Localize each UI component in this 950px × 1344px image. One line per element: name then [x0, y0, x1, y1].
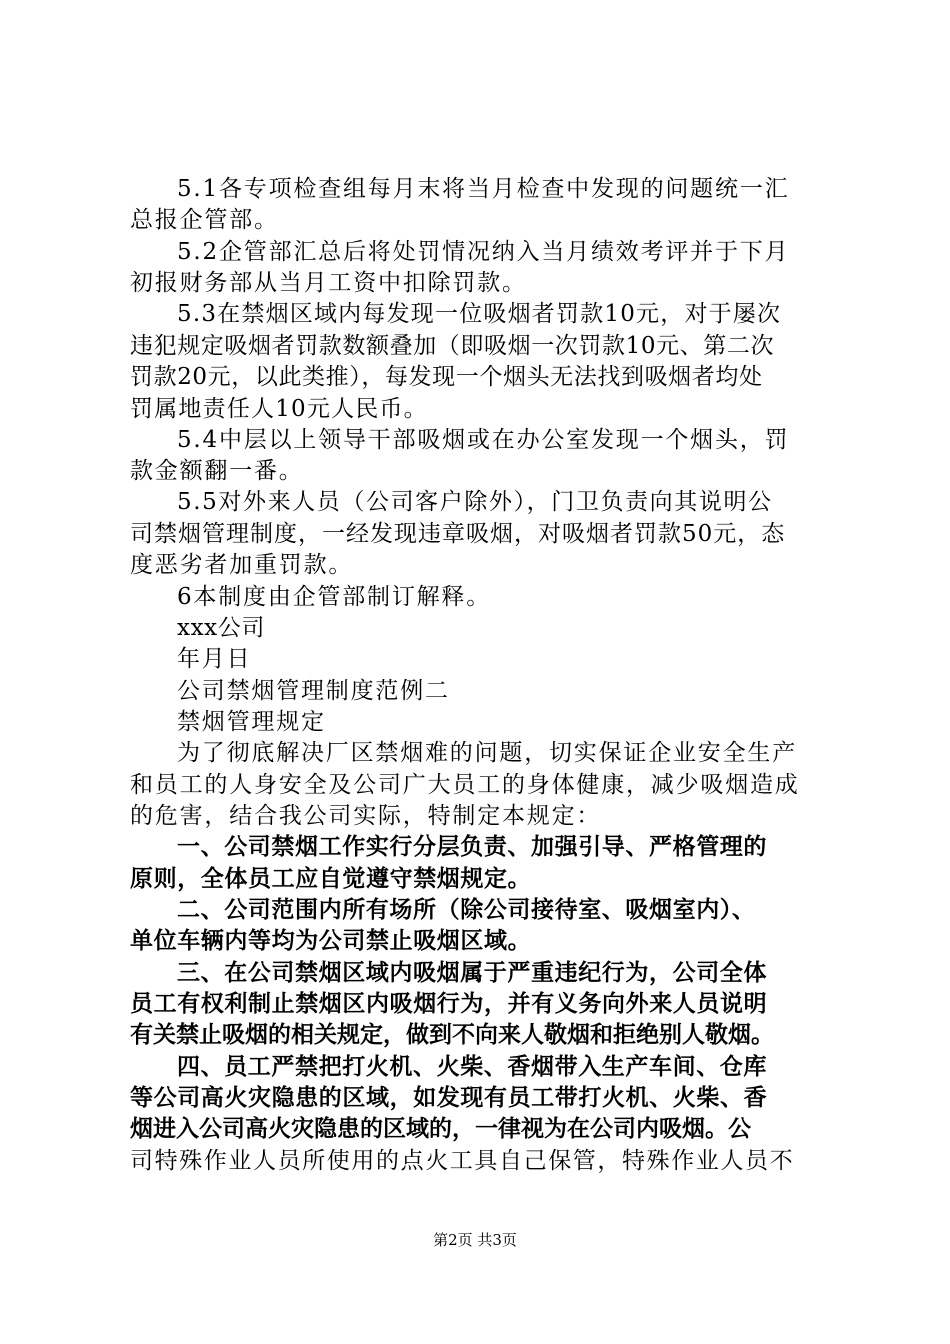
text-line: 等公司高火灾隐患的区域，如发现有员工带打火机、火柴、香: [130, 1085, 768, 1111]
text-line: 5.5对外来人员（公司客户除外），门卫负责向其说明公: [177, 489, 773, 515]
section-title: 公司禁烟管理制度范例二: [177, 678, 450, 704]
text-line: 度恶劣者加重罚款。: [130, 552, 354, 578]
text-line: 5.3在禁烟区域内每发现一位吸烟者罚款10元，对于屡次: [177, 301, 782, 327]
text-line: 员工有权利制止禁烟区内吸烟行为，并有义务向外来人员说明: [130, 991, 768, 1017]
text-line: 款金额翻一番。: [130, 458, 304, 484]
text-line: 初报财务部从当月工资中扣除罚款。: [130, 270, 527, 296]
text-line: 为了彻底解决厂区禁烟难的问题，切实保证企业安全生产: [177, 740, 797, 766]
text-line: 5.1各专项检查组每月末将当月检查中发现的问题统一汇: [177, 176, 790, 202]
text-line: 烟进入公司高火灾隐患的区域的，一律视为在公司内吸烟。公: [130, 1116, 751, 1142]
text-line: 的危害，结合我公司实际，特制定本规定：: [130, 803, 602, 829]
text-line: 单位车辆内等均为公司禁止吸烟区域。: [130, 928, 532, 954]
text-line: 罚款20元，以此类推），每发现一个烟头无法找到吸烟者均处: [130, 364, 763, 390]
text-line: 司特殊作业人员所使用的点火工具自己保管，特殊作业人员不: [130, 1148, 795, 1174]
text-line: 司禁烟管理制度，一经发现违章吸烟，对吸烟者罚款50元，态: [130, 521, 786, 547]
text-line: 5.4中层以上领导干部吸烟或在办公室发现一个烟头，罚: [177, 427, 790, 453]
text-line: 罚属地责任人10元人民币。: [130, 396, 428, 422]
text-line: 6本制度由企管部制订解释。: [177, 584, 492, 610]
text-line: 5.2企管部汇总后将处罚情况纳入当月绩效考评并于下月: [177, 239, 790, 265]
text-line: 年月日: [177, 646, 252, 672]
text-line: 二、公司范围内所有场所（除公司接待室、吸烟室内）、: [177, 897, 756, 923]
text-line: 有关禁止吸烟的相关规定，做到不向来人敬烟和拒绝别人敬烟。: [130, 1022, 774, 1048]
text-line: 原则，全体员工应自觉遵守禁烟规定。: [130, 866, 532, 892]
page-number-footer: 第2页 共3页: [433, 1231, 517, 1249]
text-line: 四、员工严禁把打火机、火柴、香烟带入生产车间、仓库: [177, 1054, 767, 1080]
text-line: 一、公司禁烟工作实行分层负责、加强引导、严格管理的: [177, 834, 767, 860]
text-line: 违犯规定吸烟者罚款数额叠加（即吸烟一次罚款10元、第二次: [130, 333, 775, 359]
text-line: 和员工的人身安全及公司广大员工的身体健康，减少吸烟造成: [130, 772, 800, 798]
text-line: 三、在公司禁烟区域内吸烟属于严重违纪行为，公司全体: [177, 960, 767, 986]
section-subtitle: 禁烟管理规定: [177, 709, 326, 735]
text-line: 总报企管部。: [130, 207, 279, 233]
text-line: xxx公司: [177, 615, 265, 641]
